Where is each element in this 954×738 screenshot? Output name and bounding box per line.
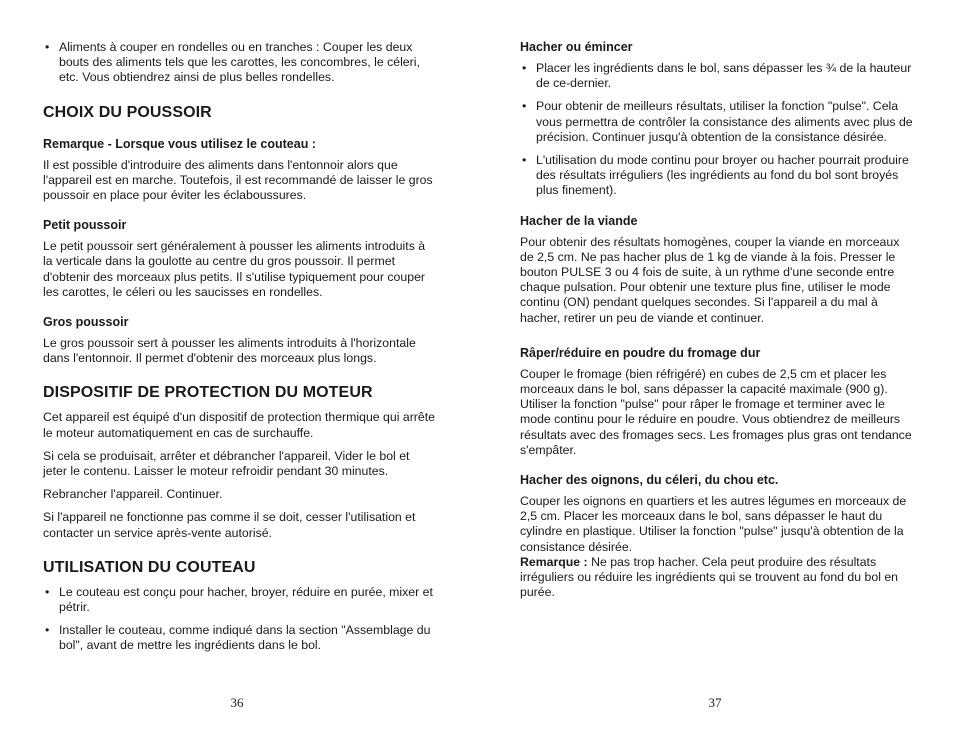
paragraph: Rebrancher l'appareil. Continuer. [43,487,223,502]
utilisation-list [43,585,436,654]
paragraph: Si l'appareil ne fonctionne pas comme il se doit, cesser l'utilisation et contacter un service après-vente autorisé. [43,510,416,540]
paragraph-viande: Pour obtenir des résultats homogènes, couper la viande en morceaux de 2,5 cm. Ne pas hacher plus de 1 kg de viande à la fois. Presser le bouton PULSE 3 ou 4 fois de suite, à un rythme d'une seconde entre chaque pulsation. Pour obtenir une texture plus fine, utiliser le mode continu (ON) pendant quelques secondes. Si l'appareil a du mal à hacher, retirer un peu de viande et continuer. [520,234,900,325]
subheading-gros-poussoir: Gros poussoir [43,315,129,330]
list-item: • Placer les ingrédients dans le bol, sans dépasser les ¾ de la hauteur de ce-dernier. [520,61,913,91]
section-heading-utilisation: UTILISATION DU COUTEAU [43,558,256,576]
paragraph-remarque: Il est possible d'introduire des aliments dans l'entonnoir alors que l'appareil est en marche. Toutefois, il est recommandé de laisser le gros poussoir en place pour éviter les éclaboussures. [43,157,433,203]
paragraph-petit-poussoir: Le petit poussoir sert généralement à pousser les aliments introduits à la verticale dans la goulotte au centre du gros poussoir. Il permet d'obtenir des morceaux plus petits. Il s'utilise typiquement pour couper les carottes, le céleri ou les saucisses en rondelles. [43,239,426,299]
paragraph: Cet appareil est équipé d'un dispositif de protection thermique qui arrête le moteur automatiquement en cas de surchauffe. [43,410,435,440]
section-heading-dispositif: DISPOSITIF DE PROTECTION DU MOTEUR [43,384,373,402]
page-number-right: 37 [708,695,722,710]
note-label: Remarque : [520,554,588,569]
subheading-remarque: Remarque - Lorsque vous utilisez le couteau : [43,136,316,151]
section-heading-choix: CHOIX DU POUSSOIR [43,103,212,121]
list-item: • Aliments à couper en rondelles ou en tranches : Couper les deux bouts des aliments tels que les carottes, les concombres, le céleri, etc. Vous obtiendrez ainsi de plus belles rondelles. [43,40,436,86]
subheading-petit-poussoir: Petit poussoir [43,218,127,233]
list-item: • L'utilisation du mode continu pour broyer ou hacher pourrait produire des résultats irréguliers (les ingrédients au fond du bol sont broyés plus finement). [520,153,913,199]
list-item: • Pour obtenir de meilleurs résultats, utiliser la fonction "pulse". Cela vous permettra de contrôler la consistance des aliments avec plus de précision. Continuer jusqu'à obtention de la consistance désirée. [520,99,913,145]
paragraph: Si cela se produisait, arrêter et débrancher l'appareil. Vider le bol et jeter le contenu. Laisser le moteur refroidir pendant 30 minutes. [43,448,410,479]
oignons-text: Couper les oignons en quartiers et les autres légumes en morceaux de 2,5 cm. Placer les morceaux dans le bol, sans dépasser le haut du cylindre en plastique. Utiliser la fonction "pulse" jusqu'à obtention de la consistance désirée. [520,494,907,554]
subheading-fromage: Râper/réduire en poudre du fromage dur [520,345,761,360]
right-page [520,40,913,608]
page-number-left: 36 [230,695,244,710]
note-text: Ne pas trop hacher. Cela peut produire des résultats irréguliers ou réduire les ingrédients qui se trouvent au fond du bol en purée. [520,554,899,600]
paragraph-oignons [520,494,913,600]
subheading-oignons: Hacher des oignons, du céleri, du chou etc. [520,473,779,488]
paragraph-fromage: Couper le fromage (bien réfrigéré) en cubes de 2,5 cm et placer les morceaux dans le bol, sans dépasser la capacité maximale (900 g). Utiliser la fonction "pulse" pour râper le fromage et terminer avec le mode continu pour le réduire en poudre. Vous obtiendrez de meilleurs résultats avec des fromages secs. Les fromages plus gras ont tendance s'empâter. [520,366,912,457]
left-page [43,40,436,662]
subheading-viande: Hacher de la viande [520,213,638,228]
hacher-list [520,61,913,199]
paragraph-gros-poussoir: Le gros poussoir sert à pousser les aliments introduits à l'horizontale dans l'entonnoir. Il permet d'obtenir des morceaux plus longs. [43,336,416,366]
list-item: • Installer le couteau, comme indiqué dans la section "Assemblage du bol", avant de mettre les ingrédients dans le bol. [43,623,436,653]
list-item: • Le couteau est conçu pour hacher, broyer, réduire en purée, mixer et pétrir. [43,585,436,615]
intro-list [43,40,436,86]
subheading-hacher: Hacher ou émincer [520,40,633,54]
